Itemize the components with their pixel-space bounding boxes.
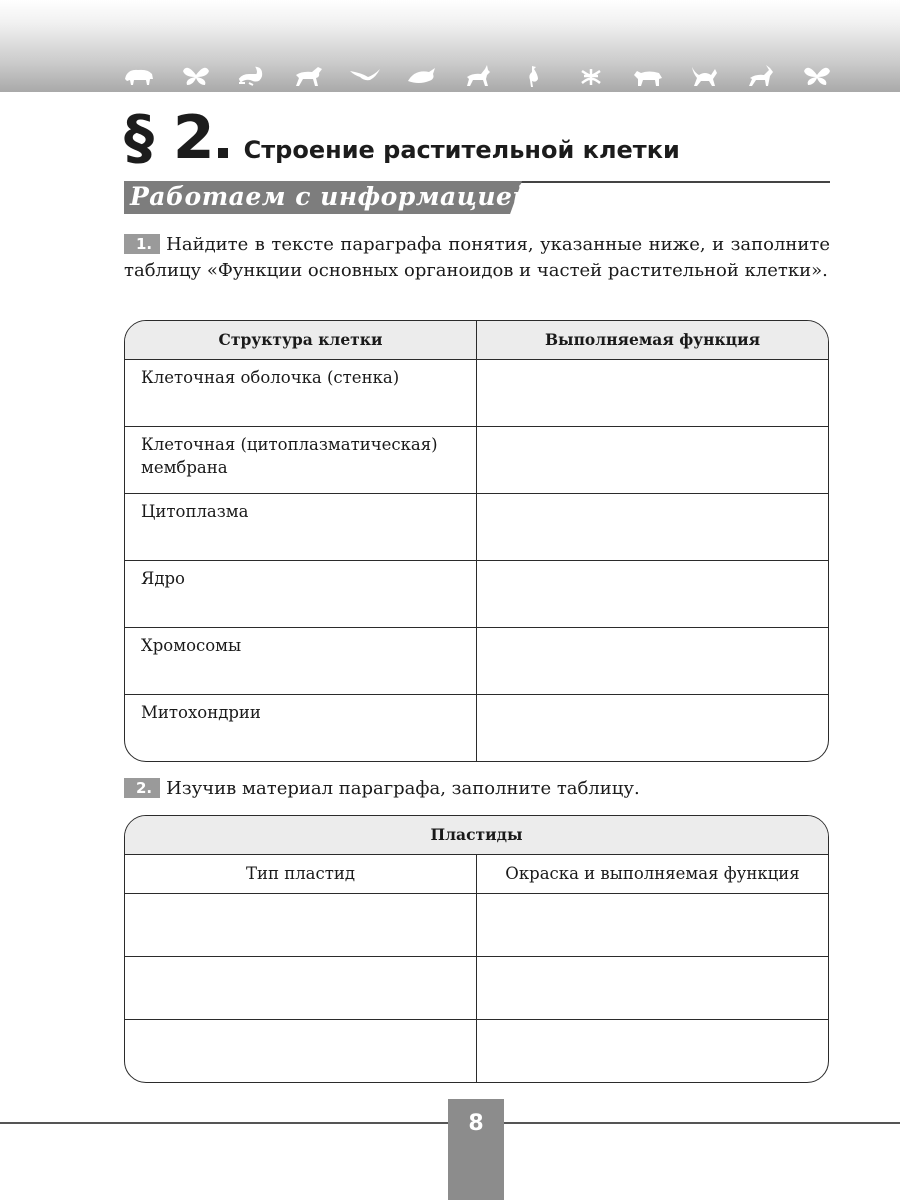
structure-cell: Клеточная (цитоплазматическая) мембрана [125, 427, 477, 493]
table-header-row [125, 321, 828, 359]
bull-icon [631, 63, 665, 89]
column-header-structure: Структура клетки [125, 321, 477, 359]
goat-icon [461, 63, 495, 89]
table-title-row [125, 816, 828, 854]
insect-icon [574, 63, 608, 89]
horse-icon [292, 63, 326, 89]
plastid-type-cell[interactable] [125, 957, 477, 1019]
function-cell[interactable] [477, 427, 828, 493]
bison-icon [122, 63, 156, 89]
page-number: 8 [448, 1099, 504, 1200]
function-cell[interactable] [477, 494, 828, 560]
column-header-function: Выполняемая функция [544, 330, 761, 349]
antelope-icon [744, 63, 778, 89]
dolphin-icon [405, 63, 439, 89]
table-title: Пластиды [430, 825, 523, 844]
butterfly-icon [800, 63, 834, 89]
task-2-number: 2. [124, 778, 160, 798]
table-row [125, 627, 828, 694]
task-2 [124, 776, 830, 802]
table-header-row [125, 854, 828, 893]
table-row [125, 893, 828, 956]
table-row [125, 426, 828, 493]
function-cell[interactable] [477, 695, 828, 761]
header-band [0, 0, 900, 92]
table-row [125, 1019, 828, 1082]
plastid-type-cell[interactable] [125, 1020, 477, 1082]
column-header-color-function: Окраска и выполняемая функция [505, 864, 800, 883]
butterfly-icon [179, 63, 213, 89]
organoid-functions-table [124, 320, 829, 762]
paragraph-heading [124, 103, 680, 173]
task-2-text: Изучив материал параграфа, заполните таблицу. [166, 778, 640, 799]
plastids-table [124, 815, 829, 1083]
plastid-description-cell[interactable] [477, 894, 828, 956]
paragraph-dot [218, 148, 228, 158]
plastid-type-cell[interactable] [125, 894, 477, 956]
function-cell[interactable] [477, 561, 828, 627]
section-title: Работаем с информацией [130, 182, 532, 211]
task-1 [124, 232, 830, 284]
table-row [125, 493, 828, 560]
function-cell[interactable] [477, 360, 828, 426]
task-1-text: Найдите в тексте параграфа понятия, указанные ниже, и заполните таблицу «Функции основных органоидов и частей растительной клетки». [124, 234, 830, 281]
heron-icon [518, 63, 552, 89]
structure-cell: Клеточная оболочка (стенка) [125, 360, 477, 426]
task-1-number: 1. [124, 234, 160, 254]
plastid-description-cell[interactable] [477, 1020, 828, 1082]
table-row [125, 956, 828, 1019]
plastid-description-cell[interactable] [477, 957, 828, 1019]
cat-icon [687, 63, 721, 89]
structure-cell: Хромосомы [125, 628, 477, 694]
table-row [125, 560, 828, 627]
bird-icon [348, 63, 382, 89]
animal-silhouettes-row [122, 60, 834, 92]
table-row [125, 359, 828, 426]
scorpion-icon [235, 63, 269, 89]
function-cell[interactable] [477, 628, 828, 694]
table-row [125, 694, 828, 761]
paragraph-number: § 2 [124, 103, 214, 173]
paragraph-title: Строение растительной клетки [243, 136, 680, 164]
structure-cell: Ядро [125, 561, 477, 627]
structure-cell: Цитоплазма [125, 494, 477, 560]
structure-cell: Митохондрии [125, 695, 477, 761]
column-header-plastid-type: Тип пластид [125, 855, 477, 893]
